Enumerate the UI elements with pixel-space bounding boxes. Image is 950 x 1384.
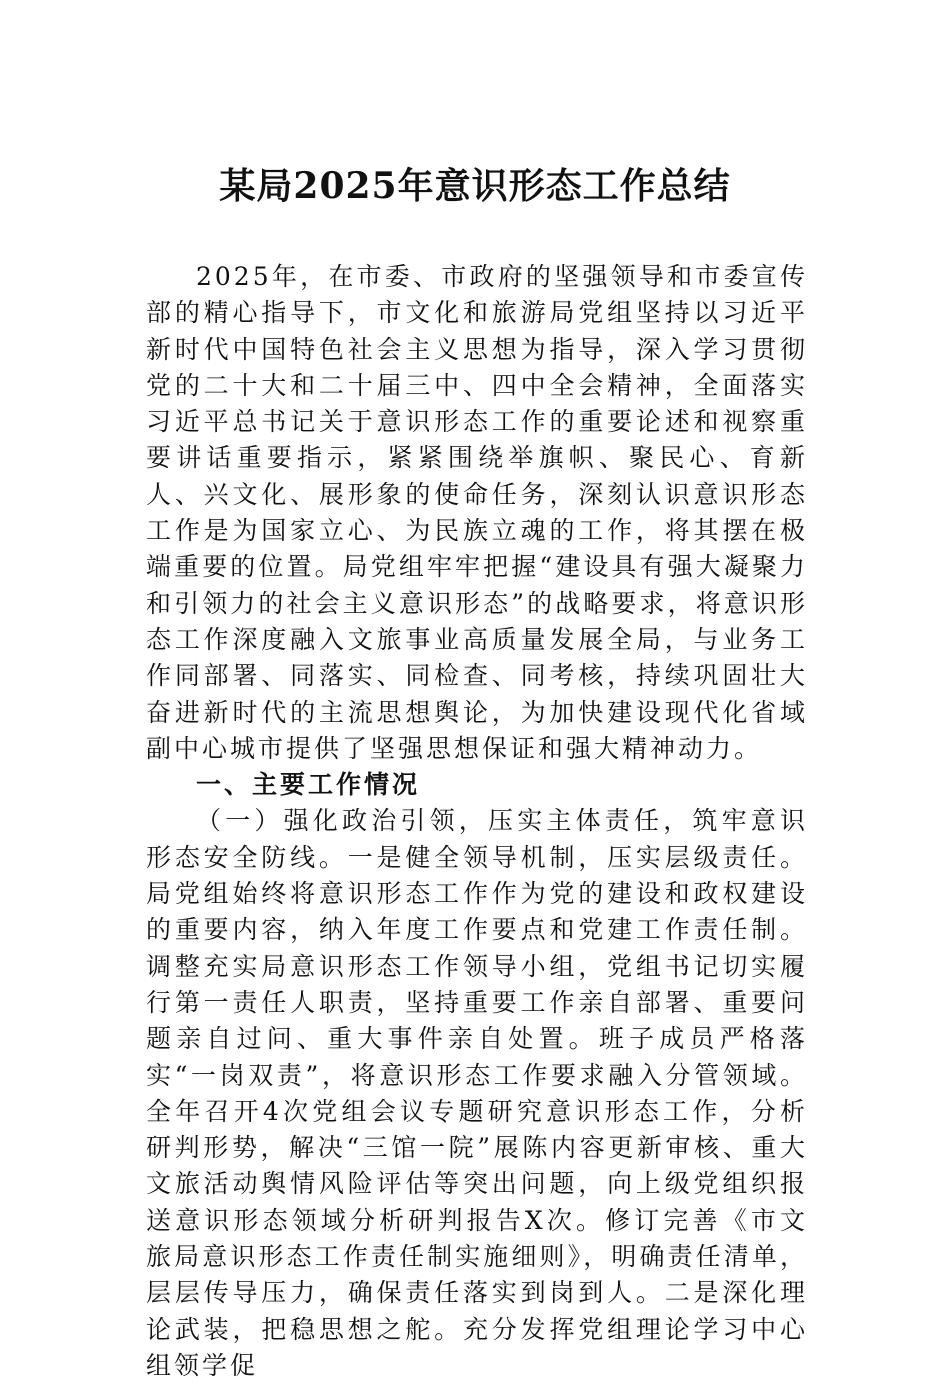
section-paragraph: （一）强化政治引领，压实主体责任，筑牢意识形态安全防线。一是健全领导机制，压实层级责任。局党组始终将意识形态工作作为党的建设和政权建设的重要内容，纳入年度工作要点和党建工作责任制。调整充实局意识形态工作领导小组，党组书记切实履行第一责任人职责，坚持重要工作亲自部署、重要问题亲自过问、重大事件亲自处置。班子成员严格落实“一岗双责”，将意识形态工作要求融入分管领域。全年召开4次党组会议专题研究意识形态工作，分析研判形势，解决“三馆一院”展陈内容更新审核、重大文旅活动舆情风险评估等突出问题，向上级党组织报送意识形态领域分析研判报告X次。修订完善《市文旅局意识形态工作责任制实施细则》，明确责任清单，层层传导压力，确保责任落实到岗到人。二是深化理论武装，把稳思想之舵。充分发挥党组理论学习中心组领学促 bbox=[146, 806, 808, 1380]
section-heading: 一、主要工作情况 bbox=[196, 770, 421, 800]
document-title: 某局2025年意识形态工作总结 bbox=[219, 165, 731, 207]
document-body bbox=[146, 259, 808, 1384]
intro-paragraph: 2025年，在市委、市政府的坚强领导和市委宣传部的精心指导下，市文化和旅游局党组坚持以习近平新时代中国特色社会主义思想为指导，深入学习贯彻党的二十大和二十届三中、四中全会精神，全面落实习近平总书记关于意识形态工作的重要论述和视察重要讲话重要指示，紧紧围绕举旗帜、聚民心、育新人、兴文化、展形象的使命任务，深刻认识意识形态工作是为国家立心、为民族立魂的工作，将其摆在极端重要的位置。局党组牢牢把握“建设具有强大凝聚力和引领力的社会主义意识形态”的战略要求，将意识形态工作深度融入文旅事业高质量发展全局，与业务工作同部署、同落实、同检查、同考核，持续巩固壮大奋进新时代的主流思想舆论，为加快建设现代化省域副中心城市提供了坚强思想保证和强大精神动力。 bbox=[146, 262, 808, 763]
